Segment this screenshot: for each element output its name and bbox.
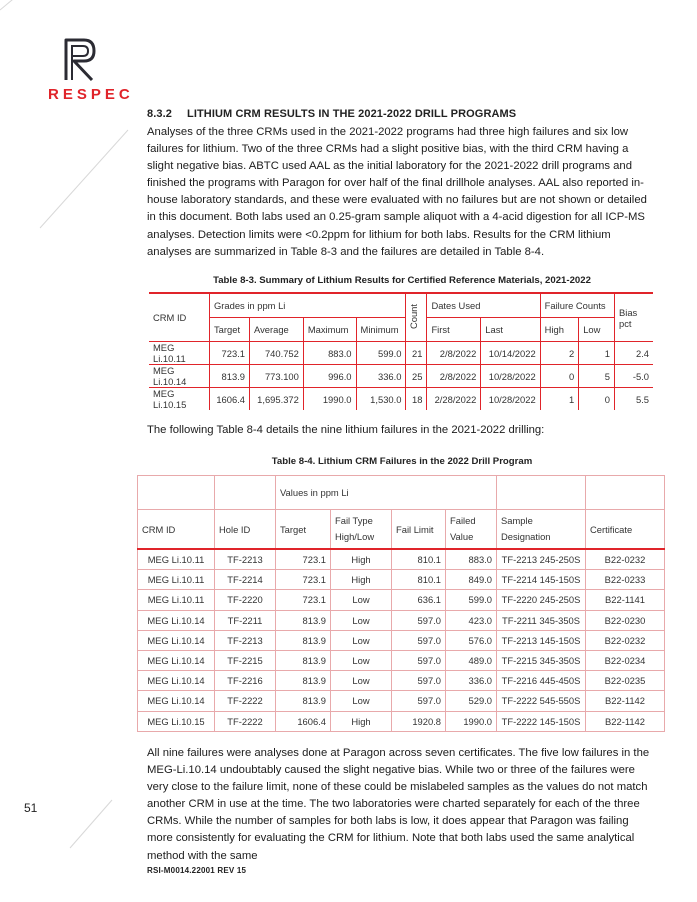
table-cell: 813.9 [210,365,250,388]
table-cell: 599.0 [446,590,497,610]
table-8-3-caption: Table 8-3. Summary of Lithium Results for Certified Reference Materials, 2021-2022 [213,275,591,286]
table-cell: MEG Li.10.14 [138,691,215,711]
col-fail-type: Fail Type High/Low [331,510,392,550]
table-row [138,590,665,610]
table-cell: 813.9 [276,650,331,670]
table-cell: MEG Li.10.14 [138,630,215,650]
col-failed-value: Failed Value [446,510,497,550]
col-bias: Bias pct [615,293,654,342]
table-cell: MEG Li.10.11 [138,590,215,610]
col-average: Average [250,318,304,342]
table-cell: TF-2216 [215,671,276,691]
table-row [138,630,665,650]
table-cell: B22-1142 [586,711,665,731]
table-cell: MEG Li.10.14 [138,610,215,630]
table-cell: 489.0 [446,650,497,670]
table-cell: TF-2222 [215,711,276,731]
table-cell: TF-2220 245-250S [497,590,586,610]
logo-wordmark: RESPEC [48,86,134,103]
col-hole-id: Hole ID [215,510,276,550]
table-cell: 740.752 [250,342,304,365]
table-cell: TF-2214 145-150S [497,570,586,590]
table-cell: 773.100 [250,365,304,388]
table-row [138,691,665,711]
table-cell: 723.1 [276,590,331,610]
table-cell: B22-1142 [586,691,665,711]
table-cell: 810.1 [392,570,446,590]
table-cell: 849.0 [446,570,497,590]
table-cell: 597.0 [392,671,446,691]
table-cell: 5 [579,365,615,388]
table-cell: 5.5 [615,388,654,411]
col-high: High [540,318,579,342]
table-cell: 2.4 [615,342,654,365]
col-target: Target [210,318,250,342]
table-8-4 [137,475,665,732]
table-cell: 883.0 [446,549,497,570]
table-cell: -5.0 [615,365,654,388]
table-cell: 1990.0 [446,711,497,731]
table-cell: TF-2211 345-350S [497,610,586,630]
table-cell: 597.0 [392,610,446,630]
table-cell: 1,530.0 [356,388,406,411]
table-cell: 2/28/2022 [427,388,481,411]
table-row [149,365,653,388]
col-certificate: Certificate [586,510,665,550]
table-cell: 1 [540,388,579,411]
col-first: First [427,318,481,342]
table-cell: B22-0230 [586,610,665,630]
table-cell: MEG Li.10.15 [149,388,210,411]
col-grades: Grades in ppm Li [210,293,406,318]
table-cell: 597.0 [392,650,446,670]
paragraph-intro: Analyses of the three CRMs used in the 2021-2022 programs had three high failures and six low failures for lithium. Two of the three CRMs had a slight positive bias, with the third CRM having a slight negative bias. ABTC used AAL as the initial laboratory for the 2021-2022 drill programs and finished the programs with Paragon for over half of the final drillhole analyses. AAL also reported in-house laboratory standards, and these were evaluated with no failures but are not shown or detailed in this document. Both labs used an 0.25-gram sample aliquot with a 4-acid digestion for all ICP-MS analyses. Detection limits were <0.2ppm for lithium for both labs. Results for the CRM lithium analyses are summarized in Table 8-3 and the failures are detailed in Table 8-4. [147,126,647,258]
table-cell: TF-2216 445-450S [497,671,586,691]
table-cell: 996.0 [303,365,356,388]
table-cell: 1606.4 [210,388,250,411]
table-cell: 336.0 [446,671,497,691]
table-cell: High [331,711,392,731]
table-cell: MEG Li.10.11 [149,342,210,365]
table-cell: 336.0 [356,365,406,388]
col-dates: Dates Used [427,293,540,318]
table-cell: B22-1141 [586,590,665,610]
table-cell: Low [331,691,392,711]
col-sample: Sample Designation [497,510,586,550]
table-cell: 1,695.372 [250,388,304,411]
table-cell: 10/28/2022 [481,388,540,411]
table-cell: 0 [540,365,579,388]
table-cell: Low [331,590,392,610]
table-cell: MEG Li.10.14 [138,671,215,691]
table-cell: 529.0 [446,691,497,711]
table-cell: 10/28/2022 [481,365,540,388]
table-cell: Low [331,630,392,650]
table-cell: TF-2222 [215,691,276,711]
table-cell: 21 [406,342,427,365]
table-cell: 1920.8 [392,711,446,731]
table-row [138,711,665,731]
paragraph-table-intro: The following Table 8-4 details the nine lithium failures in the 2021-2022 drilling: [147,424,545,436]
table-cell: 813.9 [276,630,331,650]
table-cell: 423.0 [446,610,497,630]
table-cell: Low [331,671,392,691]
col-target: Target [276,510,331,550]
table-cell: B22-0235 [586,671,665,691]
table-cell: 0 [579,388,615,411]
table-cell: MEG Li.10.14 [138,650,215,670]
table-cell: 723.1 [276,549,331,570]
table-cell: MEG Li.10.14 [149,365,210,388]
r-monogram-icon [62,36,98,84]
table-cell: TF-2213 [215,549,276,570]
document-footer: RSI-M0014.22001 REV 15 [147,866,247,875]
table-cell: 813.9 [276,671,331,691]
col-crm-id: CRM ID [138,510,215,550]
table-row [138,570,665,590]
table-cell: 813.9 [276,691,331,711]
table-cell: TF-2220 [215,590,276,610]
table-cell: TF-2211 [215,610,276,630]
table-row [138,610,665,630]
table-cell: Low [331,650,392,670]
table-cell: 2/8/2022 [427,365,481,388]
table-8-4-caption: Table 8-4. Lithium CRM Failures in the 2022 Drill Program [271,456,533,467]
table-row [138,549,665,570]
table-cell: B22-0233 [586,570,665,590]
table-cell: B22-0232 [586,630,665,650]
table-cell: 18 [406,388,427,411]
table-cell: B22-0234 [586,650,665,670]
table-row [138,671,665,691]
table-cell: TF-2215 [215,650,276,670]
paragraph-conclusion: All nine failures were analyses done at Paragon across seven certificates. The five low failures in the MEG-Li.10.14 undoubtably caused the slight negative bias. While two or three of the failures were very close to the failure limit, none of these could be mislabeled samples as the values do not match another CRM in use at the time. The two laboratories were charted separately for each of the three CRMs. While the number of samples for both labs is low, it does appear that Paragon was failing more consistently for evaluating the CRM for lithium. Note that both labs used the same analytical method with the same [147,747,650,862]
table-cell: 636.1 [392,590,446,610]
table-cell: 723.1 [210,342,250,365]
table-cell: TF-2215 345-350S [497,650,586,670]
col-minimum: Minimum [356,318,406,342]
table-cell: 25 [406,365,427,388]
section-title: LITHIUM CRM RESULTS IN THE 2021-2022 DRILL PROGRAMS [187,108,517,120]
table-row [149,342,653,365]
table-cell: High [331,570,392,590]
table-cell: TF-2222 145-150S [497,711,586,731]
table-cell: 2 [540,342,579,365]
table-cell: 813.9 [276,610,331,630]
table-cell: High [331,549,392,570]
table-cell: 1990.0 [303,388,356,411]
table-cell: 597.0 [392,630,446,650]
table-cell: TF-2213 [215,630,276,650]
col-count: Count [406,293,427,342]
col-failure-counts: Failure Counts [540,293,614,318]
table-cell: 10/14/2022 [481,342,540,365]
section-number: 8.3.2 [147,108,172,120]
col-maximum: Maximum [303,318,356,342]
table-cell: TF-2213 145-150S [497,630,586,650]
table-cell: 1 [579,342,615,365]
table-row [138,650,665,670]
table-cell: TF-2214 [215,570,276,590]
table-cell: Low [331,610,392,630]
col-values: Values in ppm Li [276,476,497,510]
table-cell: 810.1 [392,549,446,570]
table-cell: 883.0 [303,342,356,365]
table-cell: 599.0 [356,342,406,365]
table-cell: MEG Li.10.15 [138,711,215,731]
table-cell: 723.1 [276,570,331,590]
table-row [149,388,653,411]
col-crm-id: CRM ID [149,293,210,342]
table-cell: 576.0 [446,630,497,650]
company-logo [50,36,110,89]
col-last: Last [481,318,540,342]
table-cell: 2/8/2022 [427,342,481,365]
table-cell: TF-2222 545-550S [497,691,586,711]
page-number: 51 [24,801,38,815]
section-heading [147,108,516,120]
table-cell: B22-0232 [586,549,665,570]
col-low: Low [579,318,615,342]
table-8-3 [149,292,653,410]
table-cell: MEG Li.10.11 [138,570,215,590]
col-fail-limit: Fail Limit [392,510,446,550]
table-cell: MEG Li.10.11 [138,549,215,570]
table-cell: 597.0 [392,691,446,711]
table-cell: TF-2213 245-250S [497,549,586,570]
table-cell: 1606.4 [276,711,331,731]
